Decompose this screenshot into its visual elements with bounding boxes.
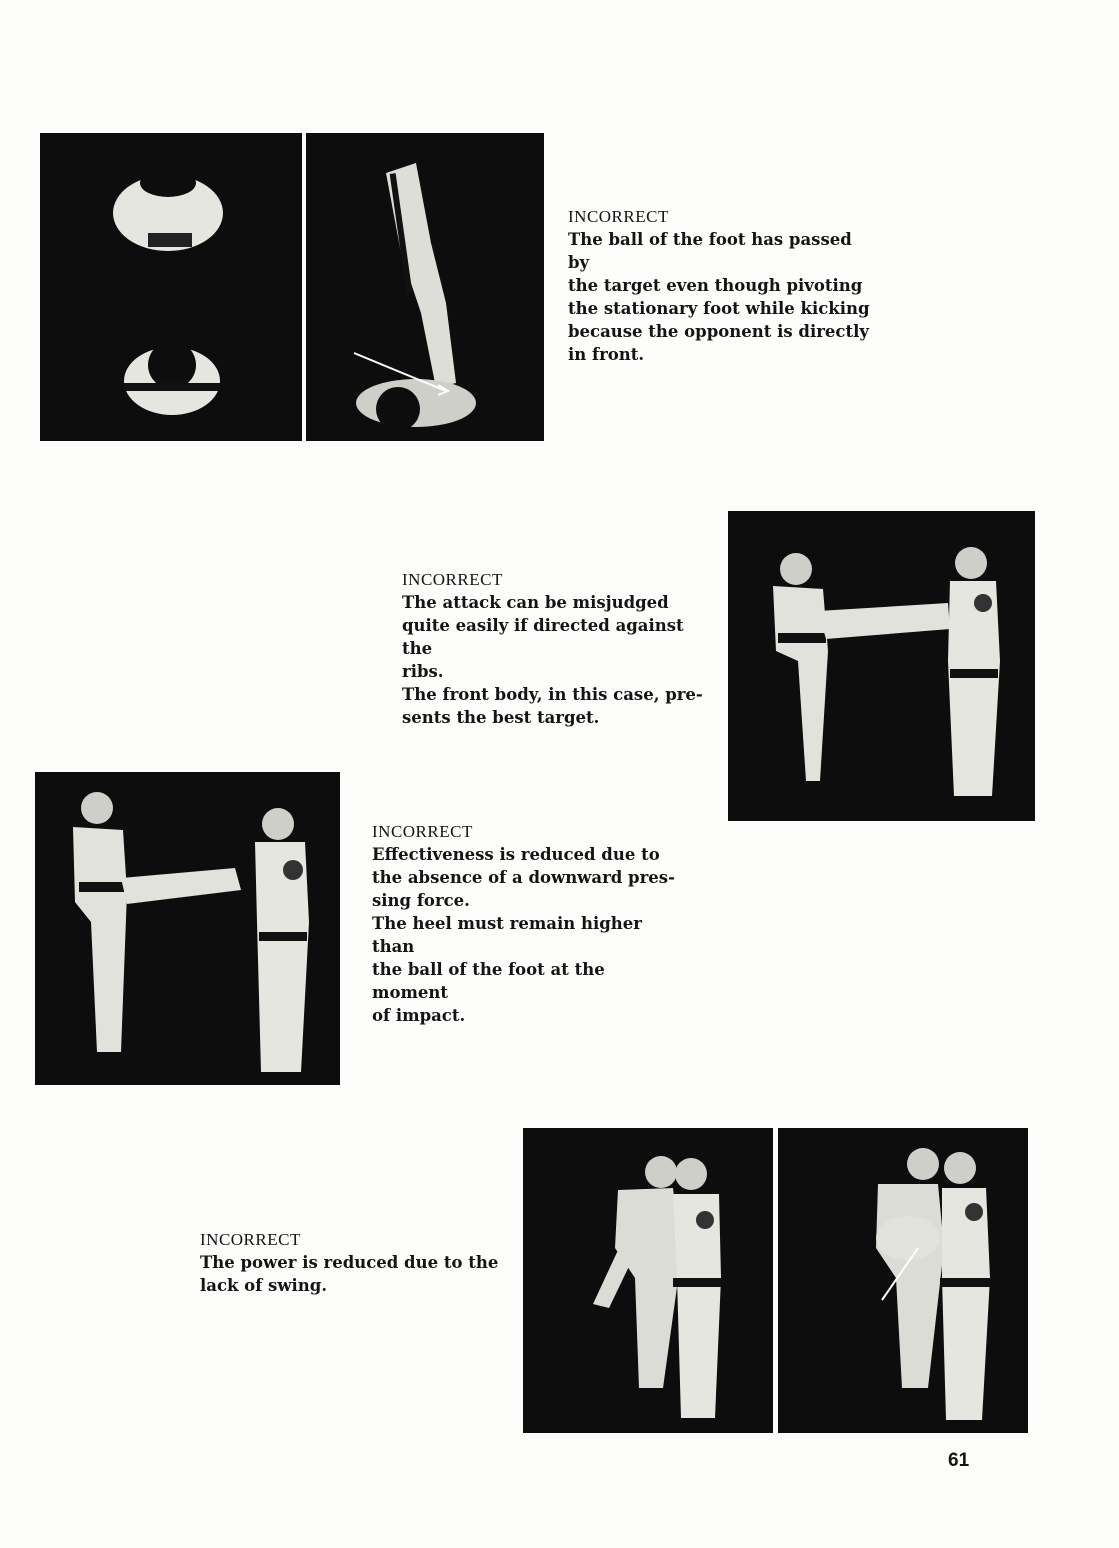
caption-heading: INCORRECT: [200, 1230, 301, 1249]
caption-line: of impact.: [372, 1006, 466, 1025]
photo-close-kick-no-swing-1: [523, 1128, 773, 1433]
caption-section-4: [200, 1228, 512, 1297]
caption-line: The power is reduced due to the: [200, 1253, 499, 1272]
photo-close-kick-no-swing-2: [778, 1128, 1028, 1433]
caption-line: Effectiveness is reduced due to: [372, 845, 660, 864]
caption-heading: INCORRECT: [568, 207, 669, 226]
caption-line: The ball of the foot has passed by: [568, 230, 852, 272]
caption-line: The heel must remain higher than: [372, 914, 642, 956]
caption-line: because the opponent is directly: [568, 322, 869, 341]
caption-line: the ball of the foot at the moment: [372, 960, 605, 1002]
caption-line: in front.: [568, 345, 645, 364]
photo-kick-no-downward-force: [35, 772, 340, 1085]
caption-line: lack of swing.: [200, 1276, 328, 1295]
caption-line: the stationary foot while kicking: [568, 299, 870, 318]
caption-line: ribs.: [402, 662, 444, 681]
photo-overhead-view: [40, 133, 302, 441]
caption-section-1: [568, 205, 878, 366]
caption-line: The attack can be misjudged: [402, 593, 669, 612]
caption-line: The front body, in this case, pre-: [402, 685, 703, 704]
caption-heading: INCORRECT: [372, 822, 473, 841]
caption-section-3: [372, 820, 682, 1027]
caption-line: the target even though pivoting: [568, 276, 863, 295]
caption-line: the absence of a downward pres-: [372, 868, 675, 887]
page-number: 61: [948, 1450, 970, 1471]
photo-kick-to-ribs: [728, 511, 1035, 821]
caption-line: sents the best target.: [402, 708, 600, 727]
caption-section-2: [402, 568, 710, 729]
caption-line: sing force.: [372, 891, 470, 910]
caption-heading: INCORRECT: [402, 570, 503, 589]
photo-side-kick-pivot: [306, 133, 544, 441]
caption-line: quite easily if directed against the: [402, 616, 684, 658]
